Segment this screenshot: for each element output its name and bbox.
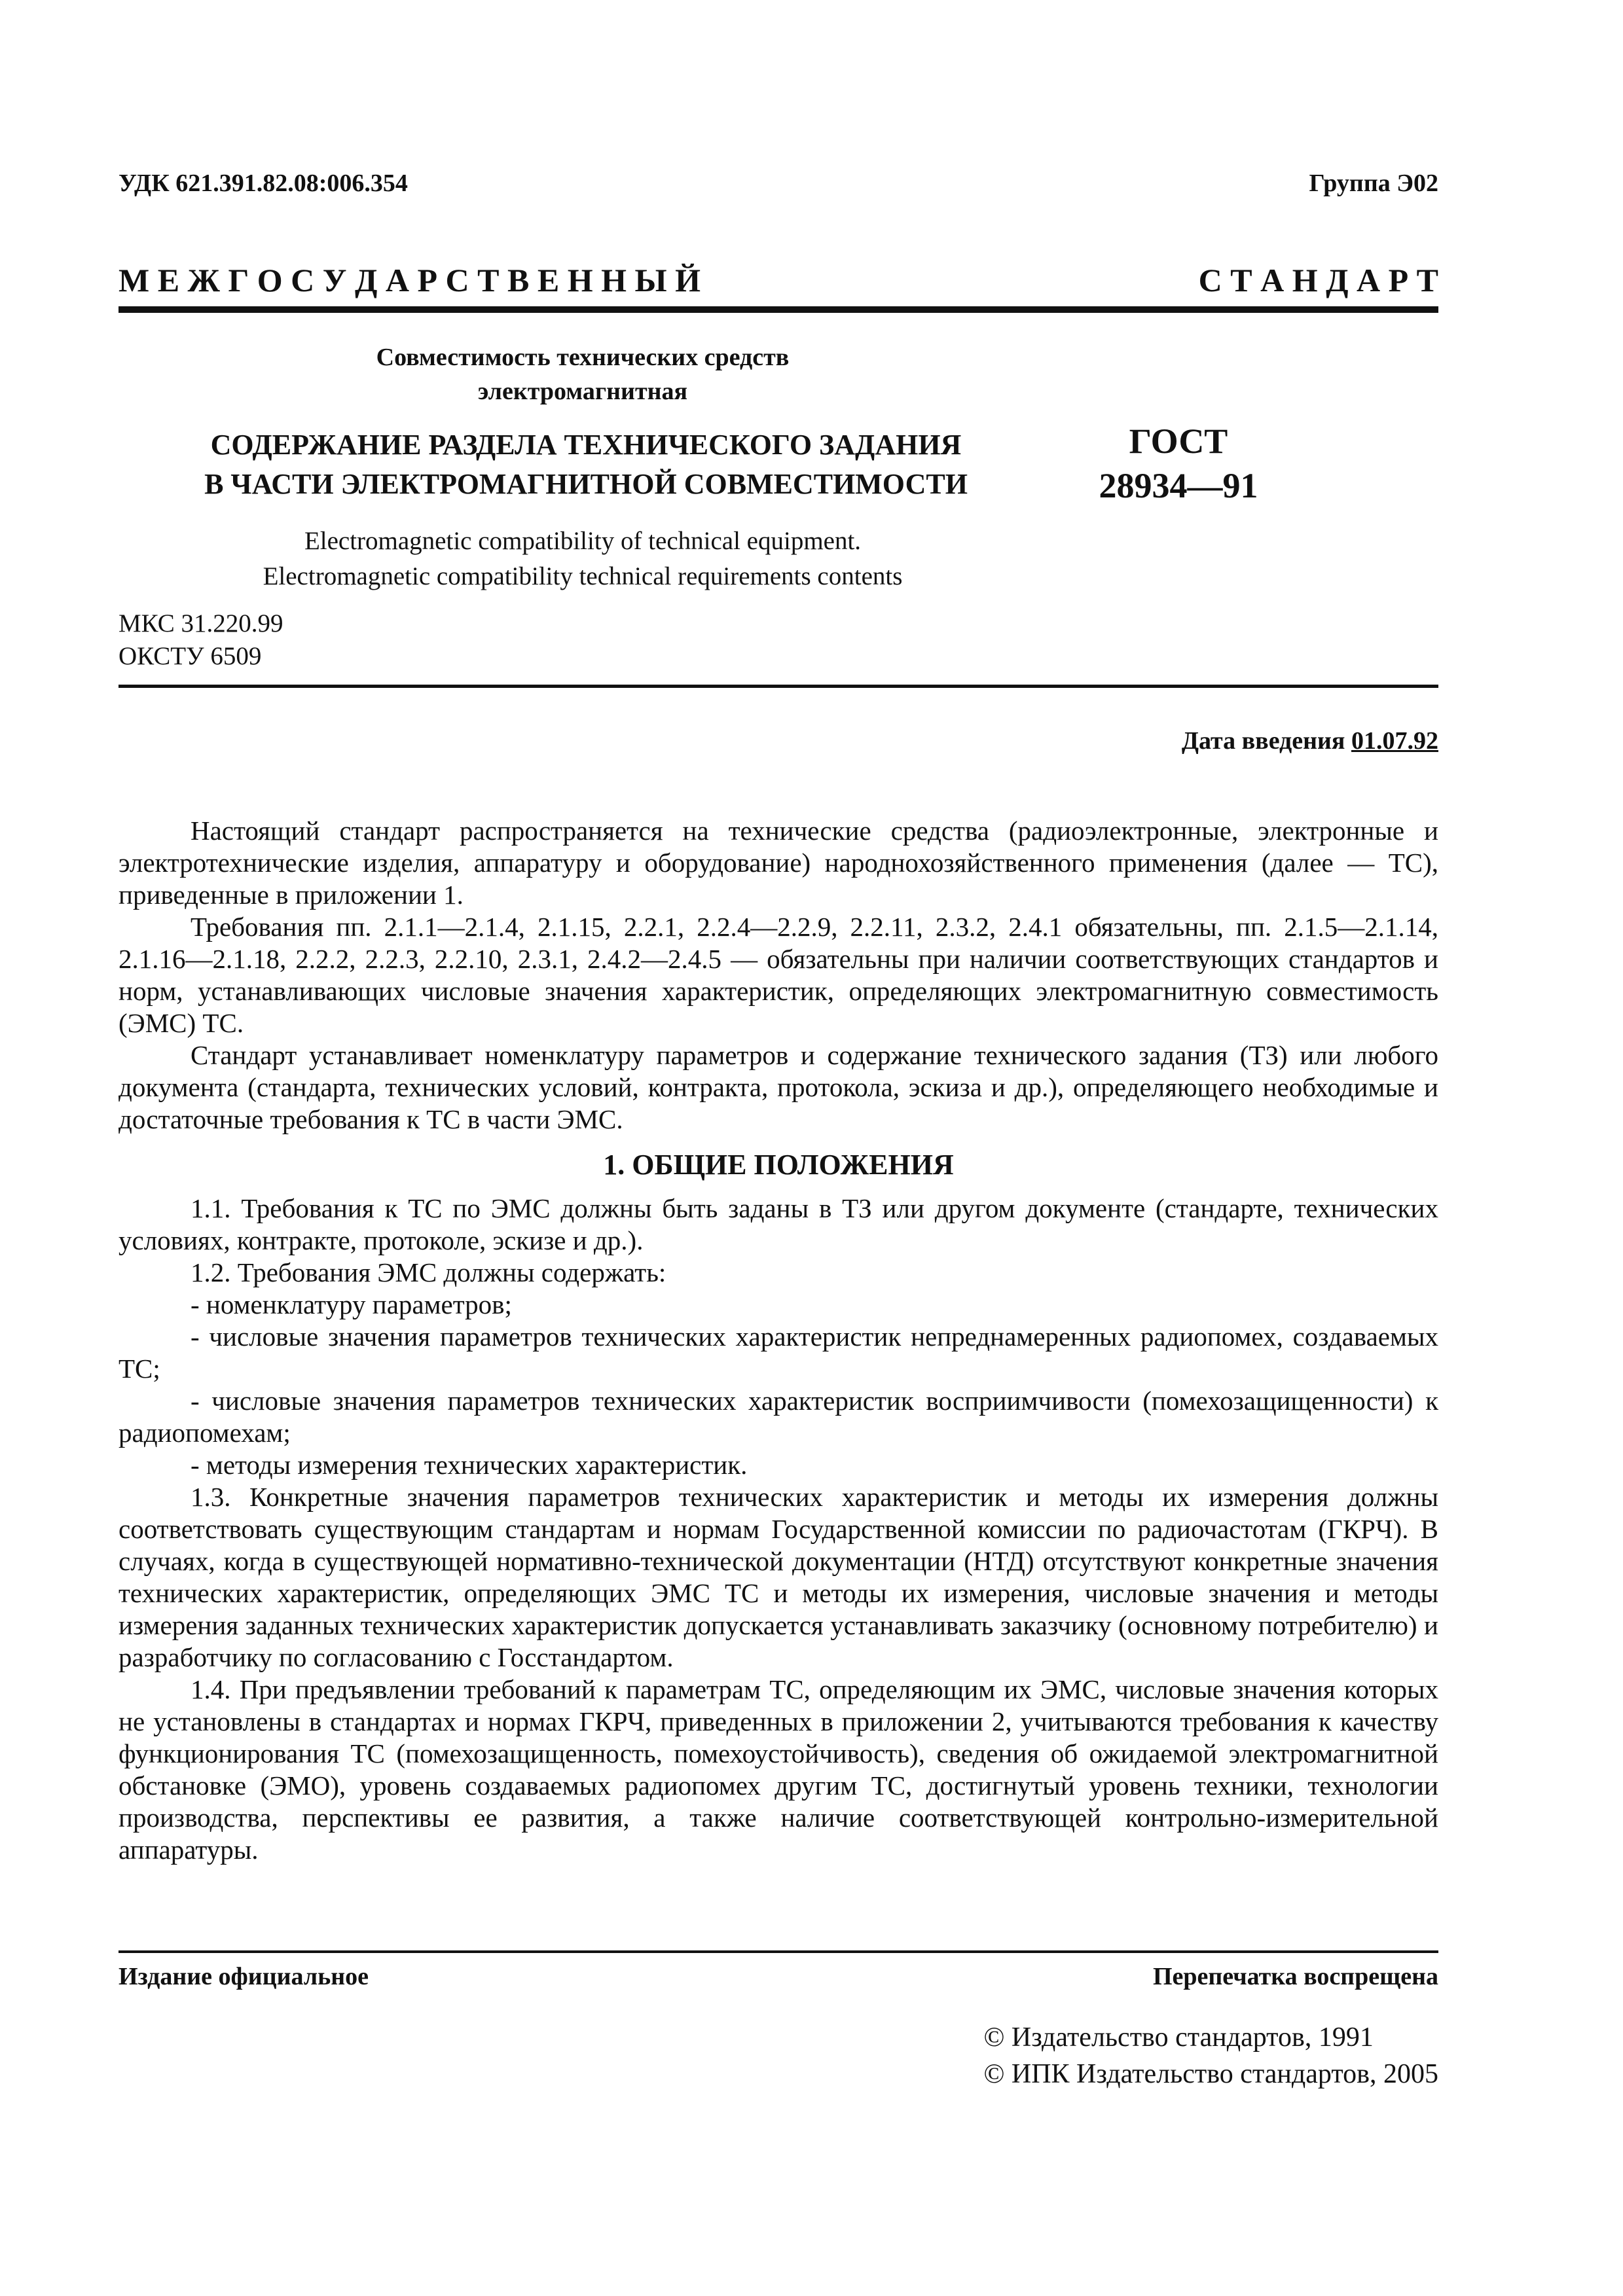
mks-code: МКС 31.220.99	[119, 609, 283, 637]
list-item: - номенклатуру параметров;	[191, 1289, 512, 1319]
reprint-notice: Перепечатка воспрещена	[1152, 1963, 1438, 1990]
copyright-block	[983, 2019, 1438, 2092]
divider	[119, 685, 1438, 688]
effective-date	[1182, 726, 1438, 755]
list-item: - числовые значения параметров технических характеристик непреднамеренных радиопомех, создаваемых ТС;	[119, 1321, 1438, 1384]
title-line: СОДЕРЖАНИЕ РАЗДЕЛА ТЕХНИЧЕСКОГО ЗАДАНИЯ	[210, 429, 962, 461]
gost-number	[1074, 419, 1283, 508]
group-code: Группа Э02	[1309, 170, 1438, 197]
gost-code: 28934—91	[1099, 466, 1258, 505]
section-heading: 1. ОБЩИЕ ПОЛОЖЕНИЯ	[603, 1149, 954, 1181]
clause-1-4: 1.4. При предъявлении требований к параметрам ТС, определяющим их ЭМС, числовые значения которых не установлены в стандартах и нормах ГКРЧ, приведенных в приложении 2, учитываются требования к качеству функционирования ТС (помехозащищенность, помехоустойчивость), сведения об ожидаемой электромагнитной обстановке (ЭМО), уровень создаваемых радиопомех другим ТС, достигнутый уровень техники, технологии производства, перспективы ее развития, а также наличие соответствующей контрольно-измерительной аппаратуры.	[119, 1674, 1438, 1865]
date-value: 01.07.92	[1351, 727, 1438, 755]
subtitle-line: электромагнитная	[477, 378, 688, 405]
english-line: Electromagnetic compatibility technical requirements contents	[263, 562, 903, 590]
copyright-line: © Издательство стандартов, 1991	[983, 2022, 1374, 2053]
divider	[119, 1950, 1438, 1953]
udk-code: УДК 621.391.82.08:006.354	[119, 170, 408, 197]
banner-right: С Т А Н Д А Р Т	[1198, 262, 1438, 298]
date-label: Дата введения	[1181, 727, 1345, 755]
okstu-code: ОКСТУ 6509	[119, 642, 262, 670]
intro-paragraph: Требования пп. 2.1.1—2.1.4, 2.1.15, 2.2.1, 2.2.4—2.2.9, 2.2.11, 2.3.2, 2.4.1 обязательны, пп. 2.1.5—2.1.14, 2.1.16—2.1.18, 2.2.2, 2.2.3, 2.2.10, 2.3.1, 2.4.2—2.4.5 — обязательны при наличии соответствующих стандартов и норм, устанавливающих числовые значения характеристик, определяющих электромагнитную совместимость (ЭМС) ТС.	[119, 912, 1438, 1038]
subtitle	[288, 340, 877, 408]
official-edition: Издание официальное	[119, 1963, 369, 1990]
document-body	[119, 815, 1438, 1866]
intro-paragraph: Настоящий стандарт распространяется на технические средства (радиоэлектронные, электронные и электротехнические изделия, аппаратуру и оборудование) народнохозяйственного применения (далее — ТС), приведенные в приложении 1.	[119, 816, 1438, 910]
intro-paragraph: Стандарт устанавливает номенклатуру параметров и содержание технического задания (ТЗ) или любого документа (стандарта, технических условий, контракта, протокола, эскиза и др.), определяющего необходимые и достаточные требования к ТС в части ЭМС.	[119, 1040, 1438, 1134]
title-line: В ЧАСТИ ЭЛЕКТРОМАГНИТНОЙ СОВМЕСТИМОСТИ	[204, 468, 968, 500]
document-title	[137, 425, 1034, 504]
standard-banner	[119, 260, 1438, 300]
clause-1-1: 1.1. Требования к ТС по ЭМС должны быть заданы в ТЗ или другом документе (стандарте, технических условиях, контракте, протоколе, эскизе и др.).	[119, 1193, 1438, 1255]
subtitle-line: Совместимость технических средств	[376, 344, 790, 371]
classification-codes	[119, 607, 283, 673]
banner-left: М Е Ж Г О С У Д А Р С Т В Е Н Н Ы Й	[119, 262, 701, 298]
copyright-line: © ИПК Издательство стандартов, 2005	[983, 2059, 1438, 2089]
list-item: - числовые значения параметров технических характеристик восприимчивости (помехозащищенности) к радиопомехам;	[119, 1386, 1438, 1448]
gost-label: ГОСТ	[1129, 422, 1228, 461]
english-title	[196, 524, 969, 594]
divider	[119, 306, 1438, 313]
english-line: Electromagnetic compatibility of technical equipment.	[304, 527, 862, 555]
clause-1-2: 1.2. Требования ЭМС должны содержать:	[191, 1257, 666, 1287]
list-item: - методы измерения технических характеристик.	[191, 1450, 748, 1480]
clause-1-3: 1.3. Конкретные значения параметров технических характеристик и методы их измерения должны соответствовать существующим стандартам и нормам Государственной комиссии по радиочастотам (ГКРЧ). В случаях, когда в существующей нормативно-технической документации (НТД) отсутствуют конкретные значения технических характеристик, определяющих ЭМС ТС и методы их измерения, числовые значения и методы измерения заданных технических характеристик допускается устанавливать заказчику (основному потребителю) и разработчику по согласованию с Госстандартом.	[119, 1482, 1438, 1672]
